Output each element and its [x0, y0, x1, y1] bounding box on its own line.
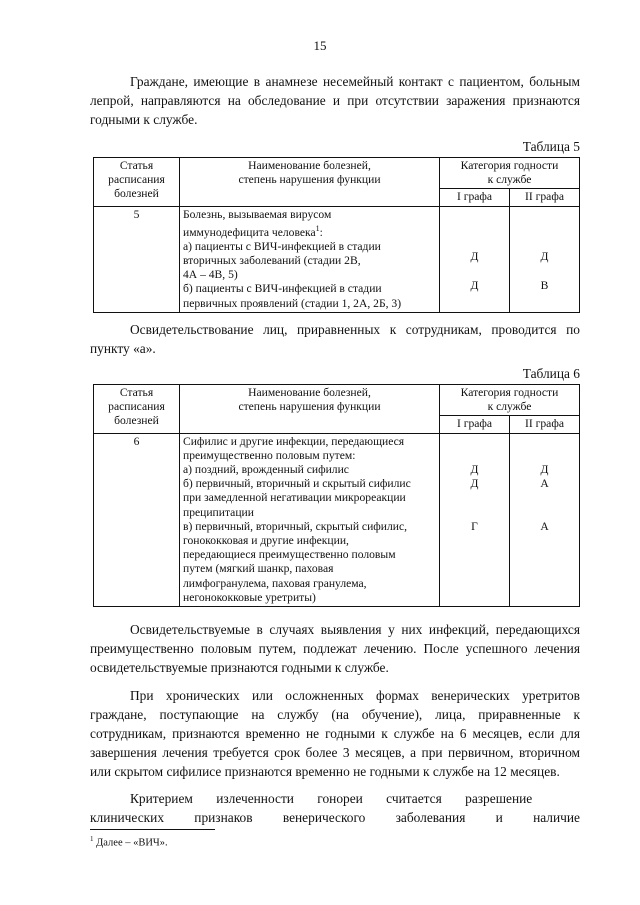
disease-description: Сифилис и другие инфекции, передающиеся преимущественно половым путем: а) поздний, врожденный сифилис б) первичный, вторичный и скрытый сифилис при замедленной негативации микрореакции преципитации в) первичный, вторичный, скрытый сифилис, гонококковая и другие инфекции, передающиеся преимущественно половым путем (мягкий шанкр, паховая лимфогранулема, паховая гранулема, негонококковые уретриты)	[180, 433, 440, 606]
paragraph-gonorrhea-criteria	[90, 789, 580, 827]
header-column-2: II графа	[510, 189, 580, 206]
footnote-mark: 1	[315, 223, 320, 233]
footnote	[90, 835, 168, 849]
footnote-text: Далее – «ВИЧ».	[96, 837, 168, 849]
footnote-separator	[90, 829, 215, 830]
category-column-2: Д А А	[510, 433, 580, 606]
table5-caption: Таблица 5	[522, 139, 580, 154]
criteria-line-2: клинических признаков венерического заболевания и наличие	[90, 810, 580, 825]
disease-description: Болезнь, вызываемая вирусом иммунодефицита человека$^1$: а) пациенты с ВИЧ-инфекцией в стадии вторичных заболеваний (стадии 2В, 4А – 4В, 5) б) пациенты с ВИЧ-инфекцией в стадии первичных проявлений (стадии 1, 2А, 2Б, 3)	[180, 206, 440, 312]
header-column-1: I графа	[440, 189, 510, 206]
header-category: Категория годности к службе	[440, 158, 580, 189]
table-6	[93, 384, 580, 607]
header-disease-name: Наименование болезней, степень нарушения функции	[180, 158, 440, 207]
table-5	[93, 157, 580, 313]
paragraph-leprosy: Граждане, имеющие в анамнезе несемейный контакт с пациентом, больным лепрой, направляются на обследование и при отсутствии заражения признаются годными к службе.	[90, 74, 580, 127]
page-number: 15	[313, 38, 327, 53]
article-number: 5	[94, 206, 180, 312]
header-category: Категория годности к службе	[440, 385, 580, 416]
paragraph-sti-treatment: Освидетельствуемые в случаях выявления у них инфекций, передающихся преимущественно половым путем, подлежат лечению. После успешного лечения освидетельствуемые признаются годными к службе.	[90, 622, 580, 675]
criteria-line-1: Критерием излеченности гонореи считается разрешение	[130, 791, 533, 806]
header-article: Статья расписания болезней	[94, 158, 180, 207]
paragraph-chronic-urethritis: При хронических или осложненных формах венерических уретритов граждане, поступающие на службу (на обучение), лица, приравненные к сотрудникам, признаются временно не годными к службе на 6 месяцев, если для завершения лечения требуется срок более 3 месяцев, а при первичном, вторичном или скрытом сифилисе признаются временно не годными к службе на 12 месяцев.	[90, 688, 580, 779]
header-column-2: II графа	[510, 416, 580, 433]
category-column-1: Д Д	[440, 206, 510, 312]
header-column-1: I графа	[440, 416, 510, 433]
category-column-1: Д Д Г	[440, 433, 510, 606]
category-column-2: Д В	[510, 206, 580, 312]
paragraph-equivalent-persons: Освидетельствование лиц, приравненных к сотрудникам, проводится по пункту «а».	[90, 322, 580, 356]
article-number: 6	[94, 433, 180, 606]
table6-caption: Таблица 6	[522, 366, 580, 381]
header-article: Статья расписания болезней	[94, 385, 180, 434]
footnote-mark: 1	[90, 835, 94, 843]
header-disease-name: Наименование болезней, степень нарушения функции	[180, 385, 440, 434]
